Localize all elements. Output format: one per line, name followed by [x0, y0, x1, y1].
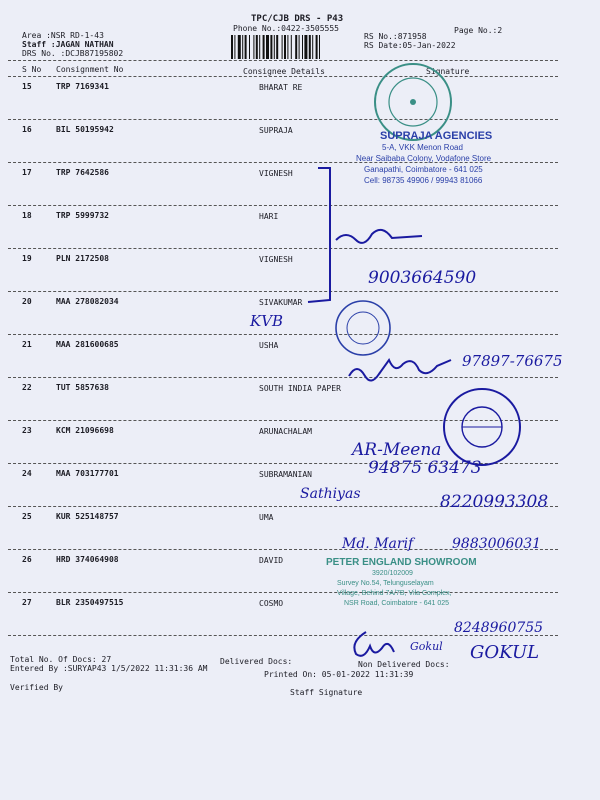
row-divider — [8, 291, 558, 292]
row-sno: 25 — [22, 512, 32, 521]
drs-number: DRS No. :DCJB87195802 — [22, 49, 124, 58]
supraja-stamp-name: SUPRAJA AGENCIES — [380, 130, 493, 142]
row-consignment-no: TRP 5999732 — [56, 211, 109, 220]
row-consignment-no: BLR 2350497515 — [56, 598, 124, 607]
row-consignee-name: VIGNESH — [259, 255, 293, 264]
entered-by: Entered By :SURYAP43 1/5/2022 11:31:36 AM — [10, 664, 208, 673]
row-consignee-name: SIVAKUMAR — [259, 298, 303, 307]
header-rule-bottom — [8, 76, 558, 77]
row-divider — [8, 248, 558, 249]
col-consignment: Consignment No — [56, 65, 124, 74]
row-consignment-no: KCM 21096698 — [56, 426, 114, 435]
row-consignee-name: UMA — [259, 513, 274, 522]
row-sno: 23 — [22, 426, 32, 435]
row-divider — [8, 334, 558, 335]
row-consignment-no: MAA 281600685 — [56, 340, 119, 349]
row-sno: 16 — [22, 125, 32, 134]
row-consignee-name: ARUNACHALAM — [259, 427, 312, 436]
row-consignment-no: HRD 374064908 — [56, 555, 119, 564]
row-consignment-no: TRP 7169341 — [56, 82, 109, 91]
document-title: TPC/CJB DRS - P43 — [251, 14, 344, 24]
verified-by: Verified By — [10, 683, 63, 692]
row-consignment-no: TRP 7642586 — [56, 168, 109, 177]
peter-stamp-line3: Village, Behind 7A/7B, Vila Complex, — [337, 590, 452, 597]
row-sno: 17 — [22, 168, 32, 177]
non-delivered-docs: Non Delivered Docs: — [358, 660, 450, 669]
row21-handwritten-phone: 97897-76675 — [462, 352, 563, 370]
row-consignment-no: TUT 5857638 — [56, 383, 109, 392]
row-consignee-name: HARI — [259, 212, 279, 221]
row23-handwritten-name: AR-Meena — [352, 440, 442, 460]
row-sno: 15 — [22, 82, 32, 91]
row27-handwritten-name: Gokul — [410, 640, 443, 653]
row20-handwritten-initials: KVB — [250, 312, 284, 330]
peter-stamp-line1: 3920/102009 — [372, 570, 413, 577]
row27-handwritten-phone: 8248960755 — [454, 620, 544, 636]
supraja-stamp-line4: Cell: 98735 49906 / 99943 81066 — [364, 176, 483, 185]
row27-signature-scribble — [348, 626, 408, 660]
row24-handwritten-phone: 8220993308 — [440, 492, 549, 512]
staff-signature: Staff Signature — [290, 688, 363, 697]
row-sno: 21 — [22, 340, 32, 349]
row25-handwritten-phone: 9883006031 — [452, 536, 542, 552]
row-consignment-no: BIL 50195942 — [56, 125, 114, 134]
row-consignment-no: MAA 703177701 — [56, 469, 119, 478]
delivered-docs: Delivered Docs: — [220, 657, 293, 666]
row27-handwritten-name-2: GOKUL — [470, 642, 540, 663]
row-consignee-name: DAVID — [259, 556, 284, 565]
row-divider — [8, 205, 558, 206]
row-consignee-name: SOUTH INDIA PAPER — [259, 384, 341, 393]
barcode — [231, 35, 357, 59]
rs-date: RS Date:05-Jan-2022 — [364, 41, 456, 50]
row-consignee-name: USHA — [259, 341, 279, 350]
supraja-stamp-line3: Ganapathi, Coimbatore - 641 025 — [364, 165, 483, 174]
row-consignment-no: PLN 2172508 — [56, 254, 109, 263]
row-sno: 20 — [22, 297, 32, 306]
row25-handwritten-name: Md. Marif — [342, 536, 414, 552]
row-divider — [8, 377, 558, 378]
total-docs: Total No. Of Docs: 27 — [10, 655, 112, 664]
supraja-stamp-line1: 5-A, VKK Menon Road — [382, 143, 463, 152]
row-sno: 19 — [22, 254, 32, 263]
area-label: Area :NSR RD-1-43 — [22, 31, 104, 40]
row-divider — [8, 592, 558, 593]
rs-number: RS No.:871958 — [364, 32, 427, 41]
peter-stamp-line2: Survey No.54, Telunguselayam — [337, 580, 434, 587]
row-sno: 24 — [22, 469, 32, 478]
supraja-stamp-line2: Near Saibaba Colony, Vodafone Store — [356, 154, 492, 163]
row-consignee-name: SUPRAJA — [259, 126, 293, 135]
row-consignee-name: VIGNESH — [259, 169, 293, 178]
col-signature: Signature — [426, 67, 470, 76]
printed-on: Printed On: 05-01-2022 11:31:39 — [264, 670, 414, 679]
row-consignee-name: SUBRAMANIAN — [259, 470, 312, 479]
row-sno: 27 — [22, 598, 32, 607]
row-consignee-name: BHARAT RE — [259, 83, 303, 92]
row23-handwritten-phone: 94875 63473 — [368, 458, 482, 478]
peter-stamp-name: PETER ENGLAND SHOWROOM — [326, 557, 477, 568]
row-sno: 18 — [22, 211, 32, 220]
peter-stamp-line4: NSR Road, Coimbatore - 641 025 — [344, 600, 450, 607]
row21-signature-scribble — [345, 352, 455, 392]
row-consignment-no: MAA 278082034 — [56, 297, 119, 306]
row-sno: 22 — [22, 383, 32, 392]
row-sno: 26 — [22, 555, 32, 564]
row24-handwritten-name: Sathiyas — [300, 486, 361, 502]
page-number: Page No.:2 — [454, 26, 503, 35]
row-divider — [8, 119, 558, 120]
row19-handwritten-phone: 9003664590 — [368, 268, 477, 288]
row-consignee-name: COSMO — [259, 599, 284, 608]
staff-label: Staff :JAGAN NATHAN — [22, 40, 114, 49]
row-consignment-no: KUR 525148757 — [56, 512, 119, 521]
phone-number: Phone No.:0422-3505555 — [233, 24, 339, 33]
header-rule-top — [8, 60, 558, 61]
col-consignee: Consignee Details — [243, 67, 325, 76]
col-sno: S No — [22, 65, 42, 74]
south-india-paper-stamp — [440, 385, 524, 469]
